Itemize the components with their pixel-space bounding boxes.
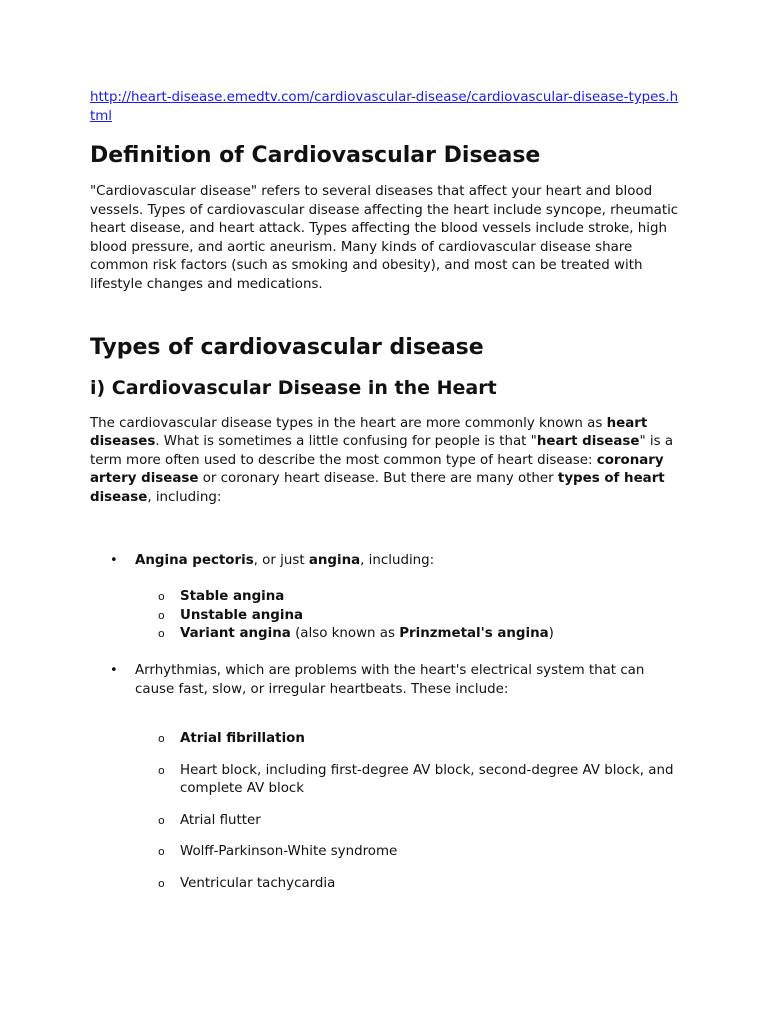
sublist-item-variant [90,625,680,644]
disease-list [90,552,680,894]
angina-sublist [135,588,680,644]
bullet-icon: • [110,552,118,568]
angina-bold-1: Angina pectoris [135,552,254,568]
intro-bold-types: types of heart disease [90,471,665,505]
list-item-angina [90,552,680,644]
intro-bold-coronary: coronary artery disease [90,452,664,487]
intro-text-3: " is a term more often used to describe the most common type of heart disease: [90,434,674,468]
arrhythmias-sublist [135,730,680,894]
prinzmetal-angina: Prinzmetal's angina [399,626,549,642]
heart-subheading: i) Cardiovascular Disease in the Heart [90,376,497,399]
ventricular-tachycardia: Ventricular tachycardia [180,876,336,892]
variant-angina: Variant angina [180,626,291,642]
variant-text-2: ) [548,626,554,642]
definition-paragraph: "Cardiovascular disease" refers to several diseases that affect your heart and blood vessels. Types of cardiovascular disease affecting the heart include syncope, rheumatic heart disease, and heart attack. Types affecting the blood vessels include stroke, high blood pressure, and aortic aneurism. Many kinds of cardiovascular disease share common risk factors (such as smoking and obesity), and most can be treated with lifestyle changes and medications. [90,184,679,292]
atrial-fibrillation: Atrial fibrillation [180,731,305,747]
circle-bullet-icon: o [158,813,165,827]
circle-bullet-icon: o [158,732,165,746]
list-item-arrhythmias [90,662,680,894]
circle-bullet-icon: o [158,590,165,604]
intro-bold-heart-diseases: heart diseases [90,415,648,450]
intro-text-4: or coronary heart disease. But there are many other [198,471,558,487]
circle-bullet-icon: o [158,877,165,891]
heart-intro-paragraph [90,415,680,508]
circle-bullet-icon: o [158,627,165,641]
intro-text-2: . What is sometimes a little confusing for people is that " [155,434,537,450]
source-link[interactable]: http://heart-disease.emedtv.com/cardiovascular-disease/cardiovascular-disease-types.html [90,90,679,124]
circle-bullet-icon: o [158,608,165,622]
unstable-angina: Unstable angina [180,607,304,623]
definition-heading: Definition of Cardiovascular Disease [90,143,541,168]
stable-angina: Stable angina [180,589,285,605]
angina-bold-2: angina [308,552,361,568]
intro-bold-heart-disease: heart disease [536,434,640,450]
sublist-item-vt [90,875,680,894]
sublist-item-stable [90,588,680,607]
document-page [90,88,680,894]
sublist-item-unstable [90,607,680,626]
types-heading: Types of cardiovascular disease [90,334,484,360]
variant-text-1: (also known as [290,626,400,642]
bullet-icon: • [110,662,118,678]
sublist-item-heart-block [90,762,680,799]
wolff-parkinson-white: Wolff-Parkinson-White syndrome [180,844,398,860]
sublist-item-flutter [90,812,680,831]
intro-text-5: , including: [147,489,222,505]
sublist-item-afib [90,730,680,749]
angina-text-2: , including: [360,552,435,568]
circle-bullet-icon: o [158,763,165,777]
circle-bullet-icon: o [158,845,165,859]
arrhythmias-text: Arrhythmias, which are problems with the heart's electrical system that can cause fast, slow, or irregular heartbeats. These include: [135,662,645,697]
atrial-flutter: Atrial flutter [180,812,261,828]
intro-text-1: The cardiovascular disease types in the heart are more commonly known as [90,415,607,431]
angina-text-1: , or just [253,552,309,568]
sublist-item-wpw [90,843,680,862]
heart-block: Heart block, including first-degree AV block, second-degree AV block, and complete AV block [180,762,674,797]
